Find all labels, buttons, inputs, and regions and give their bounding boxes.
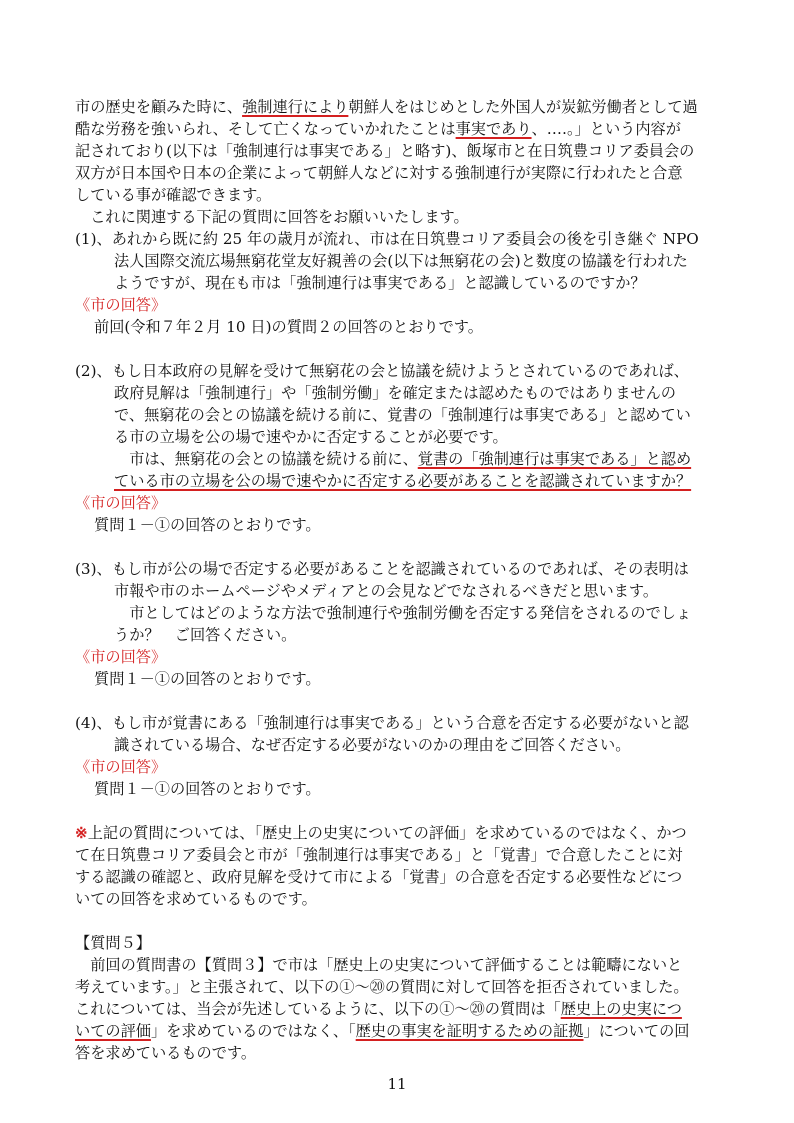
intro-line-5: している事が確認できます。	[75, 186, 272, 204]
q3-line-2: 市報や市のホームページやメディアとの会見などでなされるべきだと思います。	[114, 582, 659, 600]
q4-answer-label: 《市の回答》	[75, 758, 167, 776]
note-line-1	[75, 823, 687, 844]
q5-line-5: 答を求めているものです。	[75, 1044, 257, 1062]
intro-line-2	[75, 119, 681, 140]
q2-line-6: ている市の立場を公の場で速やかに否定する必要があることを認識されていますか？	[114, 472, 692, 490]
underlined-text: 覚書の「強制連行は事実である」と認め	[417, 450, 692, 468]
intro-line-6: これに関連する下記の質問に回答をお願いいたします。	[75, 208, 469, 226]
note-line-4: いての回答を求めているものです。	[75, 890, 317, 908]
underlined-text: 事実であり	[455, 120, 532, 138]
page-number: 11	[387, 1075, 407, 1093]
q2-answer-label: 《市の回答》	[75, 494, 167, 512]
underlined-text: 歴史上の史実につ	[560, 1000, 682, 1018]
q1-answer-label: 《市の回答》	[75, 296, 167, 314]
q2-line-5	[114, 449, 691, 470]
text: 」を求めているのではなく、「	[150, 1022, 356, 1040]
text: 酷な労務を強いられ、そして亡くなっていかれたことは	[75, 120, 456, 138]
q1-line-1: (1)、あれから既に約 25 年の歳月が流れ、市は在日筑豊コリア委員会の後を引き継ぐ NPO	[75, 230, 699, 248]
note-mark-icon: ※	[75, 824, 88, 842]
q2-line-1: (2)、もし日本政府の見解を受けて無窮花の会と協議を続けようとされているのであれば、	[75, 362, 689, 380]
q2-line-4: る市の立場を公の場で速やかに否定することが必要です。	[114, 428, 508, 446]
q1-line-2: 法人国際交流広場無窮花堂友好親善の会(以下は無窮花の会)と数度の協議を行われた	[114, 252, 688, 270]
q3-answer: 質問１－①の回答のとおりです。	[94, 670, 321, 688]
q3-line-4: うか？ ご回答ください。	[114, 626, 297, 644]
text: 朝鮮人をはじめとした外国人が炭鉱労働者として過	[348, 98, 698, 116]
intro-line-3: 記されており(以下は「強制連行は事実である」と略す)、飯塚市と在日筑豊コリア委員会の	[75, 142, 695, 160]
text: これについては、当会が先述しているように、以下の①～⑳の質問は「	[75, 1000, 561, 1018]
q4-line-1: (4)、もし市が覚書にある「強制連行は事実である」という合意を否定する必要がないと認	[75, 714, 689, 732]
q3-line-1: (3)、もし市が公の場で否定する必要があることを認識されているのであれば、その表明は	[75, 560, 689, 578]
note-line-3: する認識の確認と、政府見解を受けて市による「覚書」の合意を否定する必要性などにつ	[75, 868, 683, 886]
intro-line-1	[75, 97, 698, 118]
text: 」についての回	[583, 1022, 690, 1040]
text: 上記の質問については、「歴史上の史実についての評価」を求めているのではなく、かつ	[87, 824, 687, 842]
intro-line-4: 双方が日本国や日本の企業によって朝鮮人などに対する強制連行が実際に行われたと合意	[75, 164, 683, 182]
q3-line-3: 市としてはどのような方法で強制連行や強制労働を否定する発信をされるのでしょ	[114, 604, 692, 622]
q1-answer: 前回(令和７年２月 10 日)の質問２の回答のとおりです。	[94, 318, 483, 336]
underlined-text: 強制連行により	[242, 98, 349, 116]
q4-answer: 質問１－①の回答のとおりです。	[94, 780, 321, 798]
q3-answer-label: 《市の回答》	[75, 648, 167, 666]
q5-line-2: 考えています。」と主張されて、以下の①～⑳の質問に対して回答を拒否されていました。	[75, 978, 689, 996]
text: 市は、無窮花の会との協議を続ける前に、	[114, 450, 418, 468]
text: 市の歴史を顧みた時に、	[75, 98, 243, 116]
q2-line-3: で、無窮花の会との協議を続ける前に、覚書の「強制連行は事実である」と認めてい	[114, 406, 691, 424]
underlined-text: いての評価	[75, 1022, 151, 1040]
q2-answer: 質問１－①の回答のとおりです。	[94, 516, 321, 534]
q4-line-2: 識されている場合、なぜ否定する必要がないのかの理由をご回答ください。	[114, 736, 631, 754]
q5-line-3	[75, 999, 682, 1020]
q5-line-1: 前回の質問書の【質問３】で市は「歴史上の史実について評価することは範疇にないと	[75, 956, 683, 974]
text: 、‥‥。」という内容が	[531, 120, 681, 138]
q5-heading: 【質問５】	[75, 934, 151, 952]
underlined-text: 歴史の事実を証明するための証拠	[355, 1022, 584, 1040]
q5-line-4	[75, 1021, 690, 1042]
q1-line-3: ようですが、現在も市は「強制連行は事実である」と認識しているのですか？	[114, 274, 646, 292]
note-line-2: て在日筑豊コリア委員会と市が「強制連行は事実である」と「覚書」で合意したことに対	[75, 846, 683, 864]
q2-line-2: 政府見解は「強制連行」や「強制労働」を確定または認めたものではありませんの	[114, 384, 676, 402]
